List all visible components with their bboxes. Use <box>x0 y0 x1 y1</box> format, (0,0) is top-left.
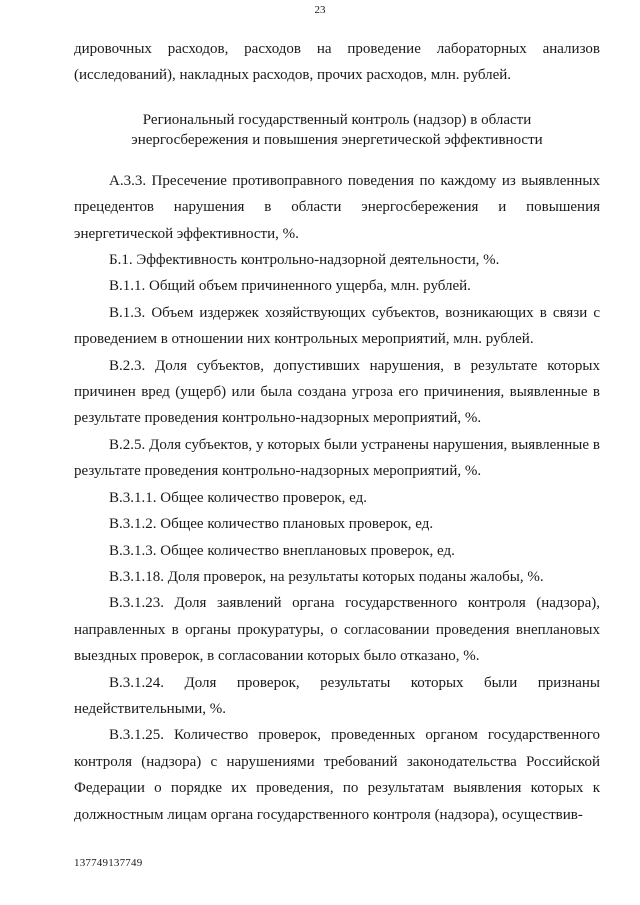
paragraph-v-1-1: В.1.1. Общий объем причиненного ущерба, млн. рублей. <box>109 278 471 295</box>
paragraph-v-3-1-24: В.3.1.24. Доля проверок, результаты которых были признаны недействительными, %. <box>74 674 600 717</box>
section-heading: Региональный государственный контроль (надзор) в области энергосбережения и повышения энергетической эффективности <box>131 111 543 148</box>
paragraph-b-1: Б.1. Эффективность контрольно-надзорной деятельности, %. <box>109 252 500 269</box>
page-number: 23 <box>314 4 326 16</box>
paragraph-v-3-1-1: В.3.1.1. Общее количество проверок, ед. <box>109 489 368 506</box>
paragraph-v-3-1-18: В.3.1.18. Доля проверок, на результаты которых поданы жалобы, %. <box>109 568 544 585</box>
paragraph-v-3-1-2: В.3.1.2. Общее количество плановых проверок, ед. <box>109 516 434 533</box>
document-code: 137749137749 <box>74 857 143 869</box>
paragraph-a-3-3: А.3.3. Пресечение противоправного поведения по каждому из выявленных прецедентов нарушения в области энергосбережения и повышения энергетической эффективности, %. <box>74 172 600 242</box>
paragraph-v-3-1-25: В.3.1.25. Количество проверок, проведенных органом государственного контроля (надзора) с нарушениями требований законодательства Российской Федерации о порядке их проведения, по результатам выявления которых к должностным лицам органа государственного контроля (надзора), осуществив- <box>74 727 600 823</box>
paragraph-v-1-3: В.1.3. Объем издержек хозяйствующих субъектов, возникающих в связи с проведением в отношении них контрольных мероприятий, млн. рублей. <box>74 304 600 348</box>
paragraph-v-2-5: В.2.5. Доля субъектов, у которых были устранены нарушения, выявленные в результате проведения контрольно-надзорных мероприятий, %. <box>74 436 600 480</box>
continuation-paragraph: дировочных расходов, расходов на проведение лабораторных анализов (исследований), накладных расходов, прочих расходов, млн. рублей. <box>74 41 600 84</box>
paragraph-v-2-3: В.2.3. Доля субъектов, допустивших нарушения, в результате которых причинен вред (ущерб) или была создана угроза его причинения, выявленные в результате проведения контрольно-надзорных мероприятий, %. <box>74 357 600 427</box>
paragraph-v-3-1-23: В.3.1.23. Доля заявлений органа государственного контроля (надзора), направленных в органы прокуратуры, о согласовании проведения внеплановых выездных проверок, в согласовании которых было отказано, %. <box>74 595 600 665</box>
document-body <box>74 36 600 828</box>
paragraph-v-3-1-3: В.3.1.3. Общее количество внеплановых проверок, ед. <box>109 542 455 559</box>
